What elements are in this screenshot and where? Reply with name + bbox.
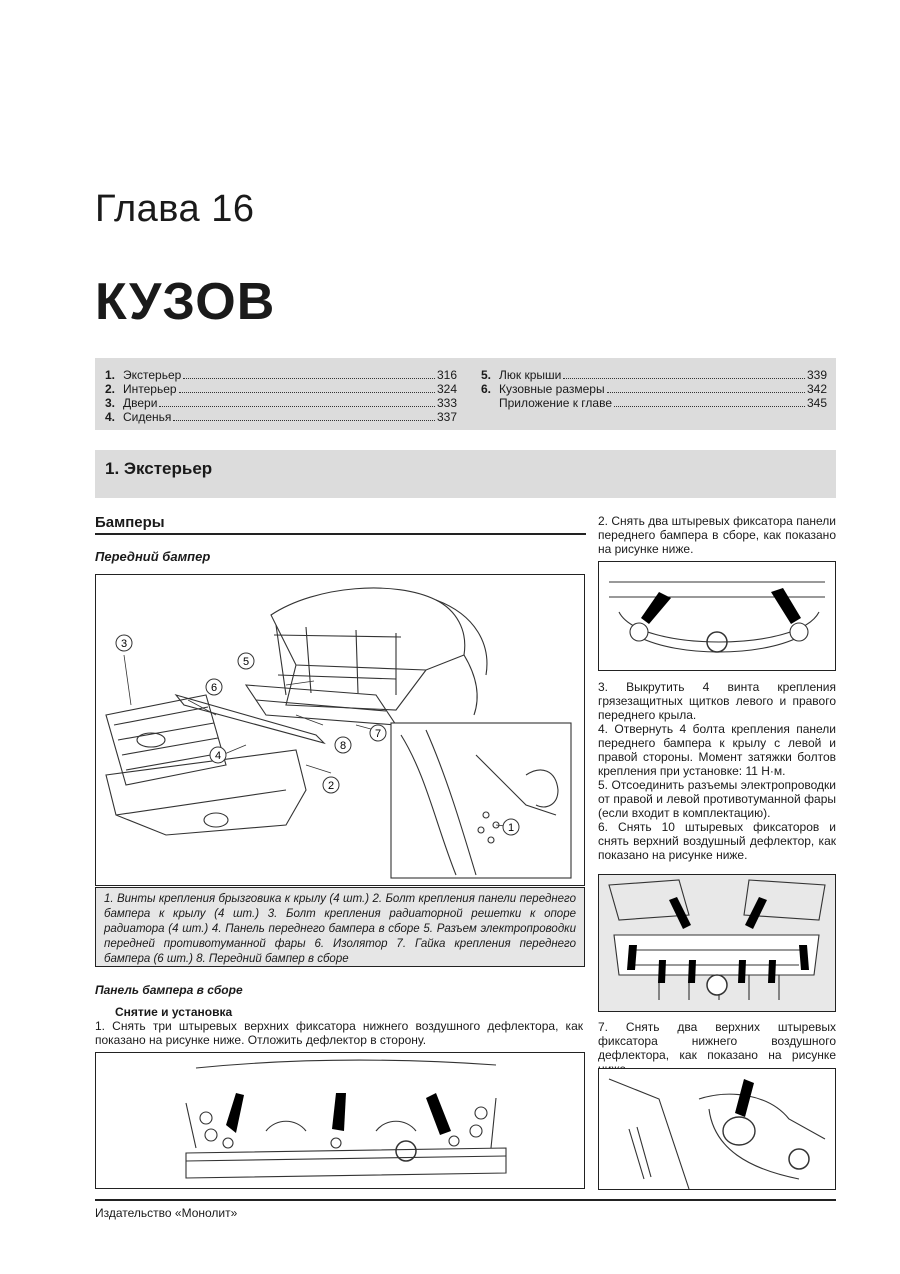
toc-leader xyxy=(607,392,805,393)
section-header xyxy=(95,450,836,498)
toc-num: 3. xyxy=(105,396,116,410)
toc-item[interactable] xyxy=(105,410,457,424)
step-5-text: 5. Отсоединить разъемы электропроводки от правой и левой противотуманной фары (если входит в комплектацию). xyxy=(598,778,836,820)
table-of-contents xyxy=(95,358,836,430)
toc-item[interactable] xyxy=(481,368,827,382)
arrow-icon xyxy=(688,960,696,983)
toc-leader xyxy=(159,406,435,407)
arrow-icon xyxy=(738,960,746,983)
subsection-title: Бамперы xyxy=(95,514,165,531)
arrow-icon xyxy=(226,1093,244,1133)
toc-label: Экстерьер xyxy=(123,368,182,382)
arrow-icon xyxy=(426,1093,451,1135)
toc-leader xyxy=(173,420,435,421)
bumper-retainers-figure xyxy=(598,561,836,671)
toc-left-column xyxy=(105,368,457,424)
toc-num: 1. xyxy=(105,368,116,382)
step-6-text: 6. Снять 10 штыревых фиксаторов и снять верхний воздушный дефлектор, как показано на рисунке ниже. xyxy=(598,820,836,862)
toc-num: 2. xyxy=(105,382,116,396)
subsubsection-title: Передний бампер xyxy=(95,549,211,564)
toc-item[interactable] xyxy=(481,382,827,396)
lower-deflector-figure xyxy=(95,1052,585,1189)
panel-heading: Панель бампера в сборе xyxy=(95,983,243,997)
toc-label: Кузовные размеры xyxy=(499,382,605,396)
toc-label: Интерьер xyxy=(123,382,177,396)
arrow-icon xyxy=(768,960,776,983)
figure-caption: 1. Винты крепления брызговика к крылу (4 шт.) 2. Болт крепления панели переднего бампера к крылу (4 шт.) 3. Болт крепления радиаторной решетки к опоре радиатора (4 шт.) 4. Панель переднего бампера в сборе 5. Разъем электропроводки передней противотуманной фары 6. Изолятор 7. Гайка крепления переднего бампера (6 шт.) 8. Передний бампер в сборе xyxy=(95,887,585,967)
toc-item[interactable] xyxy=(481,396,827,410)
callout-3: 3 xyxy=(120,638,128,650)
arrow-icons xyxy=(226,1093,451,1135)
toc-page: 324 xyxy=(436,382,457,396)
toc-item[interactable] xyxy=(105,368,457,382)
toc-label: Люк крыши xyxy=(499,368,562,382)
upper-deflector-figure xyxy=(598,874,836,1012)
steps-3-6 xyxy=(598,680,836,862)
arrow-icon xyxy=(658,960,666,983)
toc-item[interactable] xyxy=(105,396,457,410)
callout-7: 7 xyxy=(374,728,382,740)
toc-num: 5. xyxy=(481,368,492,382)
lower-deflector-top-retainers-figure xyxy=(598,1068,836,1190)
step-3-text: 3. Выкрутить 4 винта крепления грязезащитных щитков левого и правого переднего крыла. xyxy=(598,680,836,722)
callout-4: 4 xyxy=(214,750,222,762)
toc-page: 316 xyxy=(436,368,457,382)
toc-leader xyxy=(614,406,805,407)
callout-2: 2 xyxy=(327,780,335,792)
toc-page: 337 xyxy=(436,410,457,424)
arrow-icon xyxy=(735,1079,754,1117)
toc-leader xyxy=(563,378,805,379)
section-title: 1. Экстерьер xyxy=(105,459,213,478)
arrow-icon xyxy=(771,588,801,624)
toc-label: Приложение к главе xyxy=(499,396,613,410)
removal-heading: Снятие и установка xyxy=(115,1005,233,1019)
toc-num: 6. xyxy=(481,382,492,396)
toc-page: 342 xyxy=(806,382,827,396)
toc-right-column xyxy=(481,368,827,410)
step-7-text: 7. Снять два верхних штыревых фиксатора нижнего воздушного дефлектора, как показано на рисунке xyxy=(598,1020,836,1062)
toc-label: Сиденья xyxy=(123,410,172,424)
chapter-number: Глава 16 xyxy=(95,188,255,230)
bumper-drawing xyxy=(96,575,584,885)
publisher-footer: Издательство «Монолит» xyxy=(95,1206,238,1220)
toc-label: Двери xyxy=(123,396,158,410)
chapter-title: КУЗОВ xyxy=(95,273,276,331)
callout-5: 5 xyxy=(242,656,250,668)
arrow-icon xyxy=(332,1093,346,1131)
step-2-text: 2. Снять два штыревых фиксатора панели переднего бампера в сборе, как показано на рисунке ниже. xyxy=(598,514,836,556)
callout-1: 1 xyxy=(507,822,515,834)
subsection-rule xyxy=(95,533,586,535)
toc-page: 339 xyxy=(806,368,827,382)
toc-leader xyxy=(183,378,435,379)
step-4-text: 4. Отвернуть 4 болта крепления панели переднего бампера к крылу с левой и правой стороны. Момент затяжки болтов крепления при установке: 11 Н·м. xyxy=(598,722,836,778)
front-bumper-exploded-figure xyxy=(95,574,585,886)
step-1-text: 1. Снять три штыревых верхних фиксатора нижнего воздушного дефлектора, как показано на рисунке ниже. Отложить дефлектор в сторону. xyxy=(95,1019,583,1047)
toc-num: 4. xyxy=(105,410,116,424)
toc-page: 345 xyxy=(806,396,827,410)
callout-8: 8 xyxy=(339,740,347,752)
callout-6: 6 xyxy=(210,682,218,694)
footer-rule xyxy=(95,1199,836,1201)
toc-page: 333 xyxy=(436,396,457,410)
toc-leader xyxy=(179,392,435,393)
toc-item[interactable] xyxy=(105,382,457,396)
